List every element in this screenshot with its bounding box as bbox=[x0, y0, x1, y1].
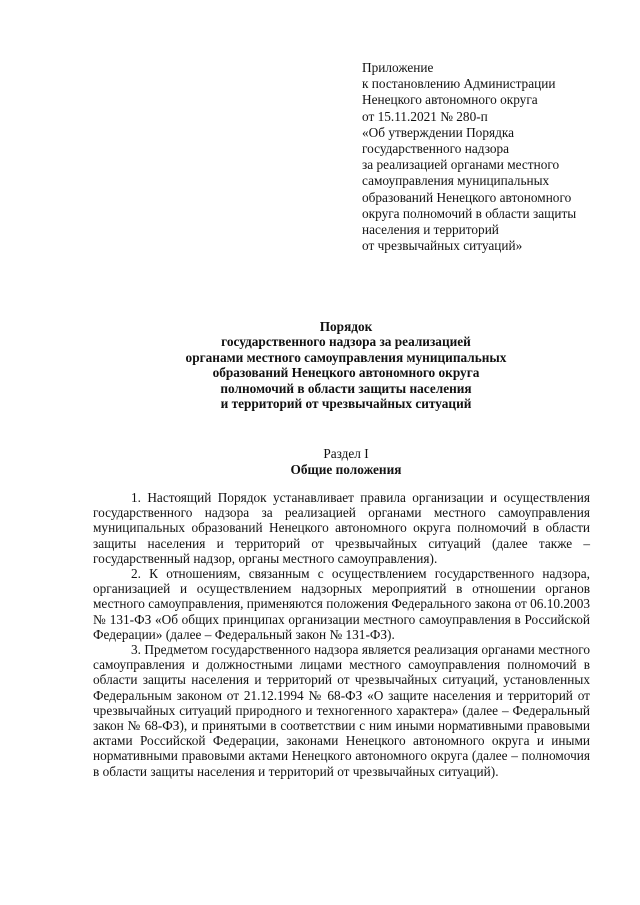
section-number: Раздел I bbox=[323, 446, 369, 461]
paragraph-1: 1. Настоящий Порядок устанавливает правила организации и осуществления государственного надзора за реализацией органами местного самоуправления муниципальных образований Ненецкого автономного округа полномочий в области защиты населения и территорий от чрезвычайных ситуаций (далее также – государственный надзор, органы местного самоуправления). bbox=[93, 490, 590, 566]
appendix-line: «Об утверждении Порядка bbox=[362, 124, 515, 140]
title-line: государственного надзора за реализацией bbox=[221, 334, 471, 350]
appendix-line: от 15.11.2021 № 280-п bbox=[362, 108, 488, 124]
appendix-line: государственного надзора bbox=[362, 141, 510, 157]
appendix-line: Приложение bbox=[362, 60, 434, 75]
appendix-line: самоуправления муниципальных bbox=[362, 173, 550, 189]
appendix-line: образований Ненецкого автономного bbox=[362, 189, 572, 205]
appendix-block bbox=[362, 60, 624, 254]
section-name: Общие положения bbox=[290, 461, 402, 477]
appendix-line: за реализацией органами местного bbox=[362, 157, 560, 173]
document-body bbox=[93, 490, 590, 779]
title-line: образований Ненецкого автономного округа bbox=[212, 365, 480, 381]
document-title bbox=[60, 319, 632, 411]
appendix-line: округа полномочий в области защиты bbox=[362, 205, 577, 221]
paragraph-3: 3. Предметом государственного надзора является реализация органами местного самоуправления и должностными лицами местного самоуправления полномочий в области защиты населения и территорий от чрезвычайных ситуаций, установленных Федеральным законом от 21.12.1994 № 68-ФЗ «О защите населения и территорий от чрезвычайных ситуаций природного и техногенного характера» (далее – Федеральный закон № 68-ФЗ), и принятыми в соответствии с ним иными нормативными правовыми актами Российской Федерации, законами Ненецкого автономного округа и иными нормативными правовыми актами Ненецкого автономного округа (далее – полномочия в области защиты населения и территорий от чрезвычайных ситуаций). bbox=[93, 642, 590, 779]
title-line: и территорий от чрезвычайных ситуаций bbox=[220, 396, 472, 412]
appendix-line: к постановлению Администрации bbox=[362, 76, 556, 92]
appendix-line: населения и территорий bbox=[362, 222, 499, 238]
title-line: полномочий в области защиты населения bbox=[220, 380, 472, 396]
paragraph-2: 2. К отношениям, связанным с осуществлением государственного надзора, организацией и осуществлением надзорных мероприятий в отношении органов местного самоуправления, применяются положения Федерального закона от 06.10.2003 № 131-ФЗ «Об общих принципах организации местного самоуправления в Российской Федерации» (далее – Федеральный закон № 131-ФЗ). bbox=[93, 566, 590, 642]
appendix-line: Ненецкого автономного округа bbox=[362, 92, 538, 108]
appendix-line: от чрезвычайных ситуаций» bbox=[362, 238, 523, 254]
section-heading bbox=[60, 446, 632, 477]
title-line: Порядок bbox=[319, 319, 373, 334]
title-line: органами местного самоуправления муниципальных bbox=[185, 349, 507, 365]
